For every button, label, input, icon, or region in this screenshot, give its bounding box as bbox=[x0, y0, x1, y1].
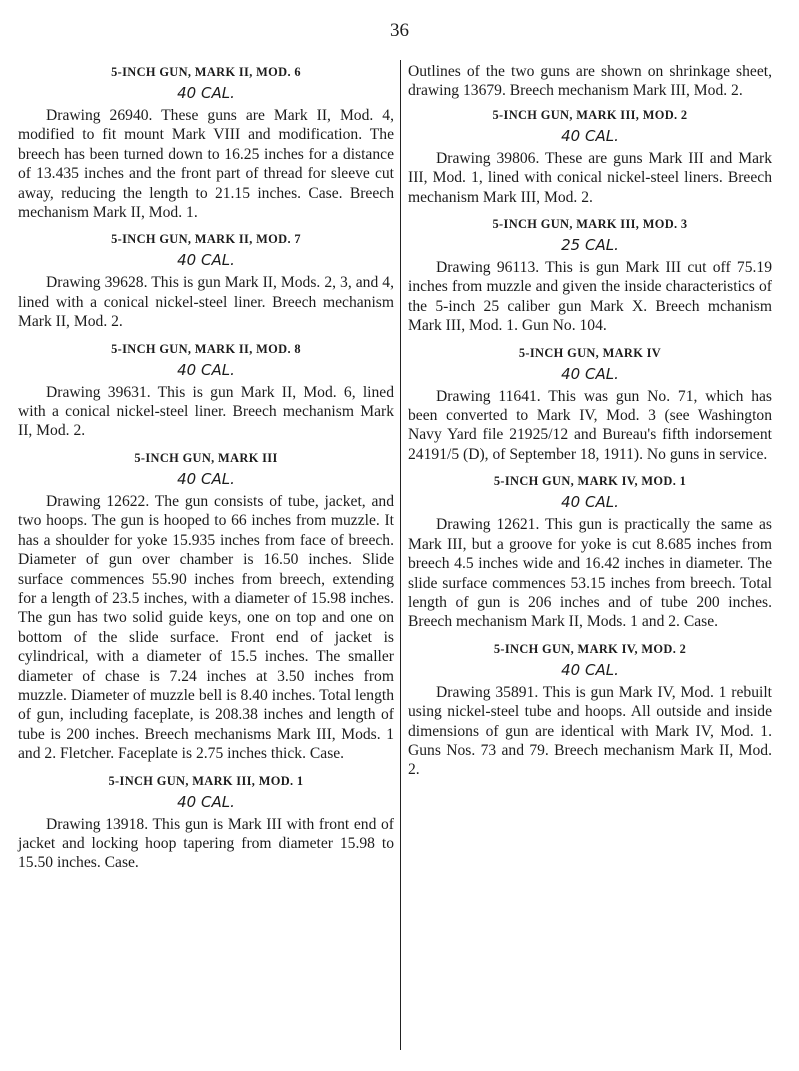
section-heading: 5-INCH GUN, MARK III, MOD. 1 bbox=[108, 773, 304, 788]
caliber-label: 25 CAL. bbox=[561, 236, 619, 255]
left-column bbox=[18, 58, 394, 873]
continued-text: Outlines of the two guns are shown on shrinkage sheet, drawing 13679. Breech mechanism Mark III, Mod. 2. bbox=[408, 63, 772, 100]
section-body: Drawing 39631. This is gun Mark II, Mod. 6, lined with a conical nickel-steel liner. Breech mechanism Mark II, Mod. 2. bbox=[18, 383, 394, 440]
section-mark-iv-mod-2 bbox=[408, 641, 772, 780]
section-heading: 5-INCH GUN, MARK IV bbox=[518, 345, 662, 360]
caliber-label: 40 CAL. bbox=[561, 660, 619, 679]
caliber-label: 40 CAL. bbox=[177, 360, 235, 379]
section-heading: 5-INCH GUN, MARK III bbox=[134, 450, 278, 465]
column-divider bbox=[400, 60, 401, 1050]
section-body: Drawing 35891. This is gun Mark IV, Mod. 1 rebuilt using nickel-steel tube and hoops. All outside and inside dimensions of gun are identical with Mark IV, Mod. 1. Guns Nos. 73 and 79. Breech mechanism Mark II, Mod. 2. bbox=[408, 683, 772, 779]
section-mark-iii bbox=[18, 450, 394, 764]
section-body: Drawing 13918. This gun is Mark III with front end of jacket and locking hoop tapering from diameter 15.98 to 15.50 inches. Case. bbox=[18, 815, 394, 872]
section-heading: 5-INCH GUN, MARK IV, MOD. 1 bbox=[493, 474, 687, 489]
section-mark-ii-mod-8 bbox=[18, 341, 394, 441]
section-heading: 5-INCH GUN, MARK III, MOD. 3 bbox=[492, 217, 688, 232]
section-body: Drawing 12621. This gun is practically the same as Mark III, but a groove for yoke is cut 8.685 inches from breech 4.5 inches wide and 16.42 inches in diameter. The slide surface commences 53.15 inches from breech. Total length of gun is 206 inches and of tube 200 inches. Breech mechanism Mark II, Mods. 1 and 2. Case. bbox=[408, 516, 772, 631]
caliber-label: 40 CAL. bbox=[177, 84, 235, 102]
section-body: Drawing 26940. These guns are Mark II, Mod. 4, modified to fit mount Mark VIII and modification. The breech has been turned down to 16.25 inches for a distance of 13.435 inches and the front part of thread for sleeve cut away, reducing the length to 21.15 inches. Case. Breech mechanism Mark II, Mod. 1. bbox=[18, 107, 394, 222]
caliber-label: 40 CAL. bbox=[177, 792, 235, 811]
caliber-label: 40 CAL. bbox=[561, 493, 619, 512]
section-mark-iii-mod-2 bbox=[408, 107, 772, 207]
caliber-label: 40 CAL. bbox=[177, 251, 235, 270]
section-mark-ii-mod-7 bbox=[18, 231, 394, 331]
page-number: 36 bbox=[390, 20, 409, 41]
section-mark-ii-mod-6 bbox=[18, 64, 394, 222]
section-mark-iv bbox=[408, 345, 772, 465]
caliber-label: 40 CAL. bbox=[177, 469, 235, 488]
section-mark-iv-mod-1 bbox=[408, 473, 772, 631]
section-body: Drawing 96113. This is gun Mark III cut off 75.19 inches from muzzle and given the inside characteristics of the 5-inch 25 caliber gun Mark X. Breech mchanism Mark III, Mod. 1. Gun No. 104. bbox=[408, 259, 772, 335]
section-body: Drawing 12622. The gun consists of tube, jacket, and two hoops. The gun is hooped to 66 inches from muzzle. It has a shoulder for yoke 15.935 inches from face of breech. Diameter of gun over chamber is 16.50 inches. Slide surface commences 55.90 inches from breech, extending for a length of 23.5 inches, with a diameter of 15.98 inches. The gun has two solid guide keys, one on top and one on bottom of the slide surface. Front end of jacket is cylindrical, with a diameter of 15.5 inches. The smaller diameter of chase is 7.24 inches at 3.50 inches from muzzle. Diameter of muzzle bell is 8.40 inches. Total length of gun, including faceplate, is 208.38 inches and length of tube is 200 inches. Breech mechanisms Mark III, Mods. 1 and 2. Fletcher. Faceplate is 2.75 inches thick. Case. bbox=[18, 492, 394, 763]
caliber-label: 40 CAL. bbox=[561, 364, 619, 383]
caliber-label: 40 CAL. bbox=[561, 126, 619, 145]
right-column bbox=[408, 62, 772, 780]
section-mark-iii-mod-1 bbox=[18, 773, 394, 873]
section-heading: 5-INCH GUN, MARK II, MOD. 6 bbox=[111, 65, 301, 79]
section-heading: 5-INCH GUN, MARK III, MOD. 2 bbox=[492, 107, 688, 122]
section-body: Drawing 39628. This is gun Mark II, Mods. 2, 3, and 4, lined with a conical nickel-steel liner. Breech mechanism Mark II, Mod. 2. bbox=[18, 274, 394, 331]
section-body: Drawing 39806. These are guns Mark III and Mark III, Mod. 1, lined with conical nickel-steel liners. Breech mechanism Mark III, Mod. 2. bbox=[408, 149, 772, 206]
section-body: Drawing 11641. This was gun No. 71, which has been converted to Mark IV, Mod. 3 (see Washington Navy Yard file 21925/12 and Bureau's fifth indorsement 24191/5 (D), of September 18, 1911). No guns in service. bbox=[408, 387, 772, 463]
section-heading: 5-INCH GUN, MARK IV, MOD. 2 bbox=[493, 641, 687, 656]
section-heading: 5-INCH GUN, MARK II, MOD. 7 bbox=[111, 232, 301, 247]
section-heading: 5-INCH GUN, MARK II, MOD. 8 bbox=[111, 341, 301, 356]
section-mark-iii-mod-3 bbox=[408, 216, 772, 336]
